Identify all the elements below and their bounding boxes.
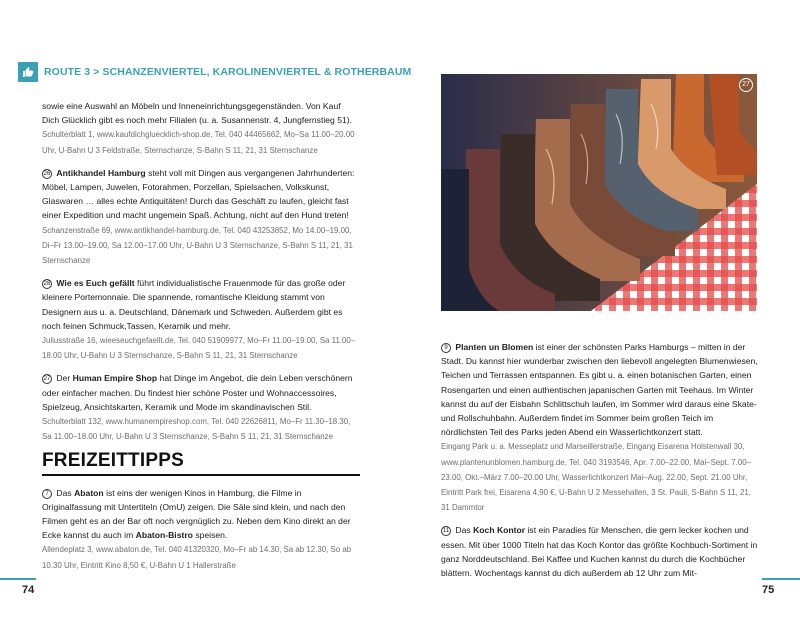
entry-text: führt individualistische Frauenmode für das große oder kleinere Portemonnaie. Die spannende, romantische Kleidung stammt von Designern aus u. a. Deutschland, Dänemark und Schweden. Außerdem gibt es noch feinen Schmuck,Tassen, Keramik und mehr.	[42, 278, 346, 331]
list-item	[42, 99, 360, 158]
page-number-left: 74	[22, 584, 35, 596]
entry-name: Koch Kontor	[473, 525, 526, 536]
boots-illustration	[441, 74, 757, 311]
entry-text: ist eins der wenigen Kinos in Hamburg, die Filme in Originalfassung mit Untertiteln (OmU) zeigen. Die Säle sind klein, und nach den Filmen geht es an der Bar oft noch vergnüglich zu. Neben dem Kino direkt an der Ecke kannst du auch im	[42, 487, 351, 541]
entry-number-badge: 26	[43, 170, 51, 177]
page-number-right: 75	[762, 584, 775, 596]
entry-meta: Eingang Park u. a. Messeplatz und Marseillerstraße, Eingang Eisarena Holstenwall 30, www.plantenunblomen.hamburg.de, Tel. 040 3193546, Apr. 7.00–22.00, Mai–Sept. 7.00–23.00, Okt.–März 7.00–20.00 Uhr, Wasserlichtkonzert Mai–Aug. 22.00, Sept. 21.00 Uhr, Eintritt Park frei, Eisarena 4,90 €, U-Bahn U 2 Messehallen, 3 St. Pauli, S-Bahn S 11, 21, 31 Dammtor	[441, 442, 752, 513]
entry-name: Planten un Blomen	[455, 342, 534, 352]
entry-pre: Der	[56, 373, 71, 384]
right-column	[441, 340, 761, 588]
list-item	[42, 276, 360, 363]
entry-name: Human Empire Shop	[72, 373, 158, 384]
footer-rule-right	[762, 578, 800, 580]
entry-name: Wie es Euch gefällt	[56, 278, 135, 289]
route-title: ROUTE 3 > SCHANZENVIERTEL, KAROLINENVIERTEL & ROTHERBAUM	[44, 65, 412, 78]
entry-meta: Allendeplatz 3, www.abaton.de, Tel. 040 41320320, Mo–Fr ab 14.30, Sa ab 12.30, So ab 10.30 Uhr, Eintritt Kino 8,50 €, U-Bahn U 1 Hallerstraße	[42, 545, 352, 570]
entry-number-badge: 9	[441, 343, 451, 353]
entry-name: Antikhandel Hamburg	[56, 167, 146, 178]
entry-meta: Schulterblatt 1, www.kaufdichgluecklich-shop.de, Tel. 040 44465662, Mo–Sa 11.00–20.00 Uhr, U-Bahn U 3 Feldstraße, Sternschanze, S-Bahn S 11, 21, 31 Sternschanze	[42, 130, 355, 155]
entry-pre: Das	[56, 487, 72, 498]
entry-text: ist einer der schönsten Parks Hamburgs – mitten in der Stadt. Du kannst hier wunderbar zwischen den liebevoll angelegten Blumenwiesen, Teichen und Terrassen entspannen. Es gibt u. a. einen botanischen Garten, einen Rosengarten und einen authentischen japanischen Garten mit Teehaus. Im Winter kannst du auf der Eisbahn Schlittschuh laufen, im Sommer wird daraus eine Skate- und Rollschuhbahn. Außerdem findet im Sommer beim großen Teich im nördlichsten Teil des Parks jeden Abend ein Wasserlichtkonzert statt.	[441, 342, 758, 438]
list-item	[42, 371, 360, 444]
entry-number-badge: 11	[442, 528, 450, 535]
entry-meta: Schanzenstraße 69, www.antikhandel-hamburg.de, Tel. 040 43253852, Mo 14.00–19.00, Di–Fr 13.00–19.00, Sa 12.00–17.00 Uhr, U-Bahn U 3 Sternschanze, S-Bahn S 11, 21, 31 Sternschanze	[42, 225, 353, 266]
entry-meta: Schulterblatt 132, www.humanempireshop.com, Tel. 040 22626811, Mo–Fr 11.30–18.30, Sa 11.00–18.00 Uhr, U-Bahn U 3 Sternschanze, S-Bahn S 11, 21, 31 Sternschanze	[42, 417, 351, 442]
entry-text: hat Dinge im Angebot, die dein Leben verschönern oder einfacher machen. Du findest hier schöne Poster und Wohnaccessoires, Spielzeug, Ansichtskarten, Keramik und Mode im skandinavischen Stil.	[42, 373, 353, 412]
list-item	[441, 340, 761, 515]
cowboy-boots-photo	[441, 74, 757, 311]
route-header	[18, 61, 411, 82]
entry-text-secondary: speisen.	[195, 530, 228, 541]
entry-meta: Juliusstraße 16, wieeseuchgefaellt.de, Tel. 040 51909977, Mo–Fr 11.00–19.00, Sa 11.00–18.00 Uhr, U-Bahn U 3 Sternschanze, S-Bahn S 11, 21, 31 Sternschanze	[42, 336, 356, 361]
entry-text: sowie eine Auswahl an Möbeln und Inneneinrichtungsgegenständen. Von Kauf Dich Glücklich gibt es noch mehr Filialen (u. a. Susannenstr. 4, Jungfernstieg 51).	[42, 101, 353, 126]
entry-pre: Das	[455, 525, 471, 536]
photo-number-badge: 27	[739, 78, 753, 92]
entry-number-badge: 28	[43, 281, 51, 288]
section-title: FREIZEITTIPPS	[42, 454, 360, 475]
entry-text: steht voll mit Dingen aus vergangenen Jahrhunderten: Möbel, Lampen, Juwelen, Fotorahmen, Porzellan, Spielsachen, Volkskunst, Glaswaren … alles echte Antiquitäten! Durch das Geschäft zu laufen, gleicht fast einer Expedition und macht ungemein Spaß. Achtung, nicht auf den Hund treten!	[42, 167, 355, 221]
list-item	[42, 486, 360, 573]
entry-number-badge: 27	[43, 376, 51, 383]
entry-text: ist ein Paradies für Menschen, die gern lecker kochen und essen. Mit über 1000 Titeln hat das Koch Kontor das größte Kochbuch-Sortiment in ganz Norddeutschland. Bei Kaffee und Kuchen kannst du durch die Kochbücher blättern. Wochentags kannst du dich außerdem ab 12 Uhr zum Mit-	[441, 525, 758, 579]
list-item	[441, 523, 761, 580]
entry-name-secondary: Abaton-Bistro	[135, 530, 193, 541]
thumbs-up-icon	[18, 62, 38, 82]
entry-number-badge: 7	[42, 489, 52, 499]
list-item	[42, 166, 360, 268]
left-column	[42, 99, 360, 581]
entry-name: Abaton	[74, 487, 104, 498]
footer-rule-left	[0, 578, 36, 580]
